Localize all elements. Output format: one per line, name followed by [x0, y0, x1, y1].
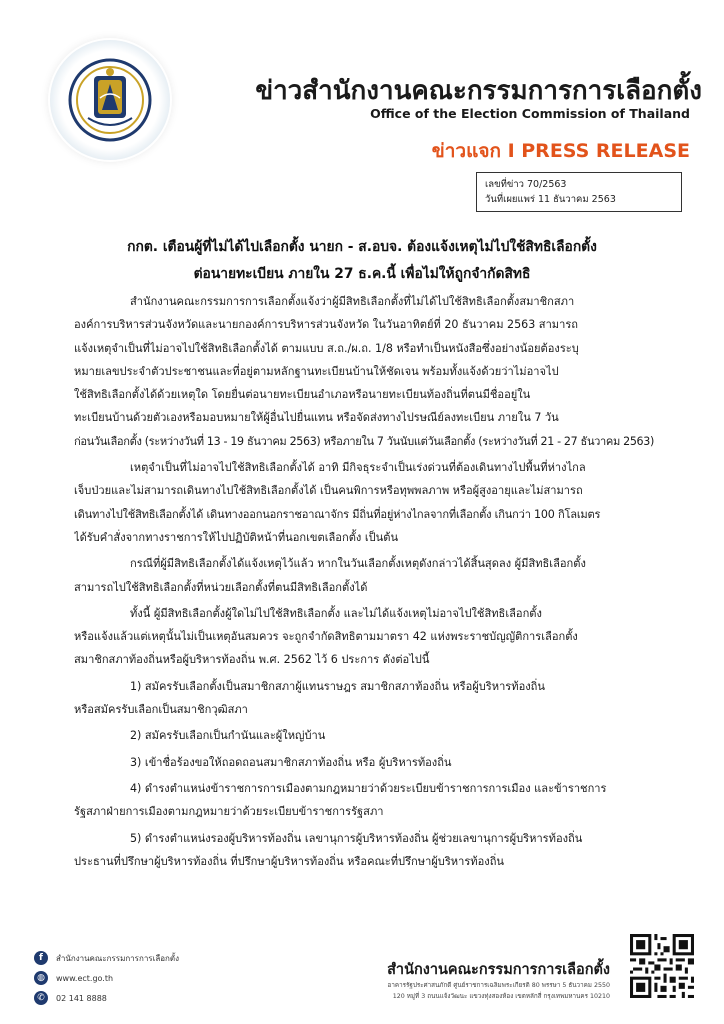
body-line: กรณีที่ผู้มีสิทธิเลือกตั้งได้แจ้งเหตุไว้แล้ว หากในวันเลือกตั้งเหตุดังกล่าวได้สิ้นสุดลง ผู้มีสิทธิเลือกตั้ง	[130, 557, 586, 571]
body-line: ทะเบียนบ้านด้วยตัวเองหรือมอบหมายให้ผู้อื่นไปยื่นแทน หรือจัดส่งทางไปรษณีย์ลงทะเบียน ภายใน 7 วัน	[74, 411, 559, 425]
body-line: หรือสมัครรับเลือกเป็นสมาชิกวุฒิสภา	[74, 703, 248, 717]
emblem-icon	[60, 48, 160, 148]
footer-org-name: สำนักงานคณะกรรมการการเลือกตั้ง	[387, 962, 610, 978]
body-line: รัฐสภาฝ่ายการเมืองตามกฎหมายว่าด้วยระเบียบข้าราชการรัฐสภา	[74, 805, 384, 819]
header-title-en: Office of the Election Commission of Thailand	[370, 106, 690, 121]
body-line: เหตุจำเป็นที่ไม่อาจไปใช้สิทธิเลือกตั้งได้ อาทิ มีกิจธุระจำเป็นเร่งด่วนที่ต้องเดินทางไปพื้นที่ห่างไกล	[130, 461, 586, 475]
body-line: ใช้สิทธิเลือกตั้งได้ด้วยเหตุใด โดยยื่นต่อนายทะเบียนอำเภอหรือนายทะเบียนท้องถิ่นที่ตนมีชื่ออยู่ใน	[74, 388, 531, 402]
address-line-2: 120 หมู่ที่ 3 ถนนแจ้งวัฒนะ แขวงทุ่งสองห้อง เขตหลักสี่ กรุงเทพมหานคร 10210	[392, 993, 610, 1000]
phone-label: 02 141 8888	[56, 993, 107, 1003]
body-line: ก่อนวันเลือกตั้ง (ระหว่างวันที่ 13 - 19 ธันวาคม 2563) หรือภายใน 7 วันนับแต่วันเลือกตั้ง (ระหว่างวันที่ 21 - 27 ธันวาคม 2563)	[74, 434, 654, 448]
press-release-label: ข่าวแจก I PRESS RELEASE	[431, 140, 690, 162]
body-line: 1) สมัครรับเลือกตั้งเป็นสมาชิกสภาผู้แทนราษฎร สมาชิกสภาท้องถิ่น หรือผู้บริหารท้องถิ่น	[130, 679, 545, 693]
release-date: วันที่เผยแพร่ 11 ธันวาคม 2563	[485, 194, 616, 205]
headline-line-2: ต่อนายทะเบียน ภายใน 27 ธ.ค.นี้ เพื่อไม่ให้ถูกจำกัดสิทธิ	[193, 266, 531, 282]
header-title-th: ข่าวสำนักงานคณะกรรมการการเลือกตั้ง	[255, 76, 702, 106]
footer-phone[interactable]	[34, 988, 274, 1008]
body-line: หมายเลขประจำตัวประชาชนและที่อยู่ตามหลักฐานทะเบียนบ้านให้ชัดเจน พร้อมทั้งแจ้งด้วยว่าไม่อาจไป	[74, 364, 559, 378]
body-line: ได้รับคำสั่งจากทางราชการให้ไปปฏิบัติหน้าที่นอกเขตเลือกตั้ง เป็นต้น	[74, 530, 399, 544]
headline-line-1: กกต. เตือนผู้ที่ไม่ได้ไปเลือกตั้ง นายก - ส.อบจ. ต้องแจ้งเหตุไม่ไปใช้สิทธิเลือกตั้ง	[127, 239, 597, 255]
footer-facebook[interactable]	[34, 948, 274, 968]
body-line: เดินทางไปใช้สิทธิเลือกตั้งได้ เดินทางออกนอกราชอาณาจักร มีถิ่นที่อยู่ห่างไกลจากที่เลือกตั้ง เกินกว่า 100 กิโลเมตร	[74, 507, 601, 521]
body-line: สมาชิกสภาท้องถิ่นหรือผู้บริหารท้องถิ่น พ.ศ. 2562 ไว้ 6 ประการ ดังต่อไปนี้	[74, 653, 430, 667]
body-line: สามารถไปใช้สิทธิเลือกตั้งที่หน่วยเลือกตั้งที่ตนมีสิทธิเลือกตั้งได้	[74, 580, 368, 594]
article-body	[74, 290, 692, 873]
website-label: www.ect.go.th	[56, 973, 114, 983]
body-line: 3) เข้าชื่อร้องขอให้ถอดถอนสมาชิกสภาท้องถิ่น หรือ ผู้บริหารท้องถิ่น	[130, 755, 452, 769]
qr-code-icon[interactable]	[630, 934, 694, 998]
globe-icon: ◍	[34, 971, 48, 985]
body-line: ประธานที่ปรึกษาผู้บริหารท้องถิ่น ที่ปรึกษาผู้บริหารท้องถิ่น หรือคณะที่ปรึกษาผู้บริหารท้องถิ่น	[74, 854, 505, 868]
body-line: ทั้งนี้ ผู้มีสิทธิเลือกตั้งผู้ใดไม่ไปใช้สิทธิเลือกตั้ง และไม่ได้แจ้งเหตุไม่อาจไปใช้สิทธิเลือกตั้ง	[130, 606, 542, 620]
body-line: 2) สมัครรับเลือกเป็นกำนันและผู้ใหญ่บ้าน	[130, 729, 326, 743]
footer-address	[290, 980, 610, 1002]
news-info-box	[476, 172, 682, 212]
headline	[40, 234, 684, 288]
facebook-icon: f	[34, 951, 48, 965]
body-line: 4) ดำรงตำแหน่งข้าราชการการเมืองตามกฎหมายว่าด้วยระเบียบข้าราชการการเมือง และข้าราชการ	[130, 781, 607, 795]
address-line-1: อาคารรัฐประศาสนภักดี ศูนย์ราชการเฉลิมพระเกียรติ 80 พรรษา 5 ธันวาคม 2550	[387, 982, 610, 989]
ect-emblem-logo	[50, 40, 170, 160]
body-line: สำนักงานคณะกรรมการการเลือกตั้งแจ้งว่าผู้มีสิทธิเลือกตั้งที่ไม่ได้ไปใช้สิทธิเลือกตั้งสมาชิกสภา	[130, 295, 575, 308]
body-line: เจ็บป่วยและไม่สามารถเดินทางไปใช้สิทธิเลือกตั้งได้ เป็นคนพิการหรือทุพพลภาพ หรือผู้สูงอายุและไม่สามารถ	[74, 484, 583, 498]
footer-contacts	[34, 948, 274, 1008]
footer-website[interactable]	[34, 968, 274, 988]
body-line: 5) ดำรงตำแหน่งรองผู้บริหารท้องถิ่น เลขานุการผู้บริหารท้องถิ่น ผู้ช่วยเลขานุการผู้บริหารท้องถิ่น	[130, 831, 583, 845]
facebook-label: สำนักงานคณะกรรมการการเลือกตั้ง	[56, 953, 179, 963]
phone-icon: ✆	[34, 991, 48, 1005]
body-line: หรือแจ้งแล้วแต่เหตุนั้นไม่เป็นเหตุอันสมควร จะถูกจำกัดสิทธิตามมาตรา 42 แห่งพระราชบัญญัติการเลือกตั้ง	[74, 630, 578, 644]
body-line: องค์การบริหารส่วนจังหวัดและนายกองค์การบริหารส่วนจังหวัด ในวันอาทิตย์ที่ 20 ธันวาคม 2563 สามารถ	[74, 318, 579, 332]
news-number: เลขที่ข่าว 70/2563	[485, 179, 567, 190]
body-line: แจ้งเหตุจำเป็นที่ไม่อาจไปใช้สิทธิเลือกตั้งได้ ตามแบบ ส.ถ./ผ.ถ. 1/8 หรือทำเป็นหนังสือซึ่งอย่างน้อยต้องระบุ	[74, 341, 579, 355]
